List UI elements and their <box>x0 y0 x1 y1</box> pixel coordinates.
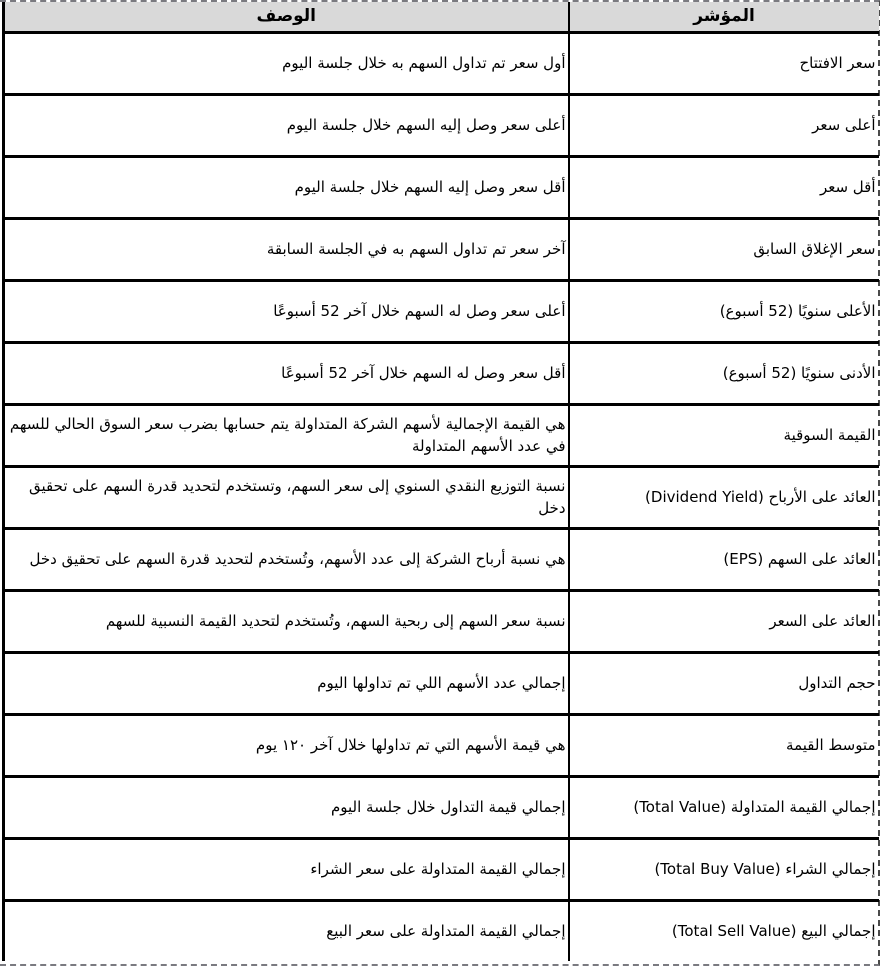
table-row <box>4 838 879 900</box>
table-row <box>4 280 879 342</box>
description-cell: نسبة التوزيع النقدي السنوي إلى سعر السهم، وتستخدم لتحديد قدرة السهم على تحقيق دخل <box>4 466 569 528</box>
table-row <box>4 156 879 218</box>
description-cell: نسبة سعر السهم إلى ربحية السهم، وتُستخدم لتحديد القيمة النسبية للسهم <box>4 590 569 652</box>
description-cell: إجمالي القيمة المتداولة على سعر الشراء <box>4 838 569 900</box>
description-cell: آخر سعر تم تداول السهم به في الجلسة السابقة <box>4 218 569 280</box>
description-cell: أول سعر تم تداول السهم به خلال جلسة اليوم <box>4 32 569 94</box>
description-cell: أقل سعر وصل إليه السهم خلال جلسة اليوم <box>4 156 569 218</box>
table-row <box>4 528 879 590</box>
column-header-metric: المؤشر <box>569 2 879 32</box>
description-cell: أعلى سعر وصل إليه السهم خلال جلسة اليوم <box>4 94 569 156</box>
column-header-description: الوصف <box>4 2 569 32</box>
metric-cell: العائد على السعر <box>569 590 879 652</box>
table-row <box>4 218 879 280</box>
table-row <box>4 652 879 714</box>
metric-cell: أقل سعر <box>569 156 879 218</box>
metric-cell: إجمالي الشراء (Total Buy Value) <box>569 838 879 900</box>
stock-metrics-table <box>2 2 879 961</box>
metric-cell: إجمالي القيمة المتداولة (Total Value) <box>569 776 879 838</box>
metric-cell: سعر الإغلاق السابق <box>569 218 879 280</box>
table-row <box>4 776 879 838</box>
metric-cell: العائد على الأرباح (Dividend Yield) <box>569 466 879 528</box>
description-cell: أقل سعر وصل له السهم خلال آخر 52 أسبوعًا <box>4 342 569 404</box>
metric-cell: أعلى سعر <box>569 94 879 156</box>
table-row <box>4 714 879 776</box>
description-cell: إجمالي القيمة المتداولة على سعر البيع <box>4 900 569 961</box>
table-row <box>4 94 879 156</box>
metric-cell: العائد على السهم (EPS) <box>569 528 879 590</box>
table-header-row <box>4 2 879 32</box>
metric-cell: الأدنى سنويًا (52 أسبوع) <box>569 342 879 404</box>
table-row <box>4 466 879 528</box>
metric-cell: سعر الافتتاح <box>569 32 879 94</box>
table-row <box>4 404 879 466</box>
table-row <box>4 32 879 94</box>
description-cell: إجمالي عدد الأسهم اللي تم تداولها اليوم <box>4 652 569 714</box>
description-cell: إجمالي قيمة التداول خلال جلسة اليوم <box>4 776 569 838</box>
description-cell: هي القيمة الإجمالية لأسهم الشركة المتداولة يتم حسابها بضرب سعر السوق الحالي للسهم في عدد الأسهم المتداولة <box>4 404 569 466</box>
table-row <box>4 590 879 652</box>
table-row <box>4 900 879 961</box>
metric-cell: إجمالي البيع (Total Sell Value) <box>569 900 879 961</box>
table-row <box>4 342 879 404</box>
description-cell: هي نسبة أرباح الشركة إلى عدد الأسهم، وتُستخدم لتحديد قدرة السهم على تحقيق دخل <box>4 528 569 590</box>
metric-cell: حجم التداول <box>569 652 879 714</box>
description-cell: أعلى سعر وصل له السهم خلال آخر 52 أسبوعًا <box>4 280 569 342</box>
metric-cell: متوسط القيمة <box>569 714 879 776</box>
description-cell: هي قيمة الأسهم التي تم تداولها خلال آخر ١٢٠ يوم <box>4 714 569 776</box>
metric-cell: الأعلى سنويًا (52 أسبوع) <box>569 280 879 342</box>
metric-cell: القيمة السوقية <box>569 404 879 466</box>
